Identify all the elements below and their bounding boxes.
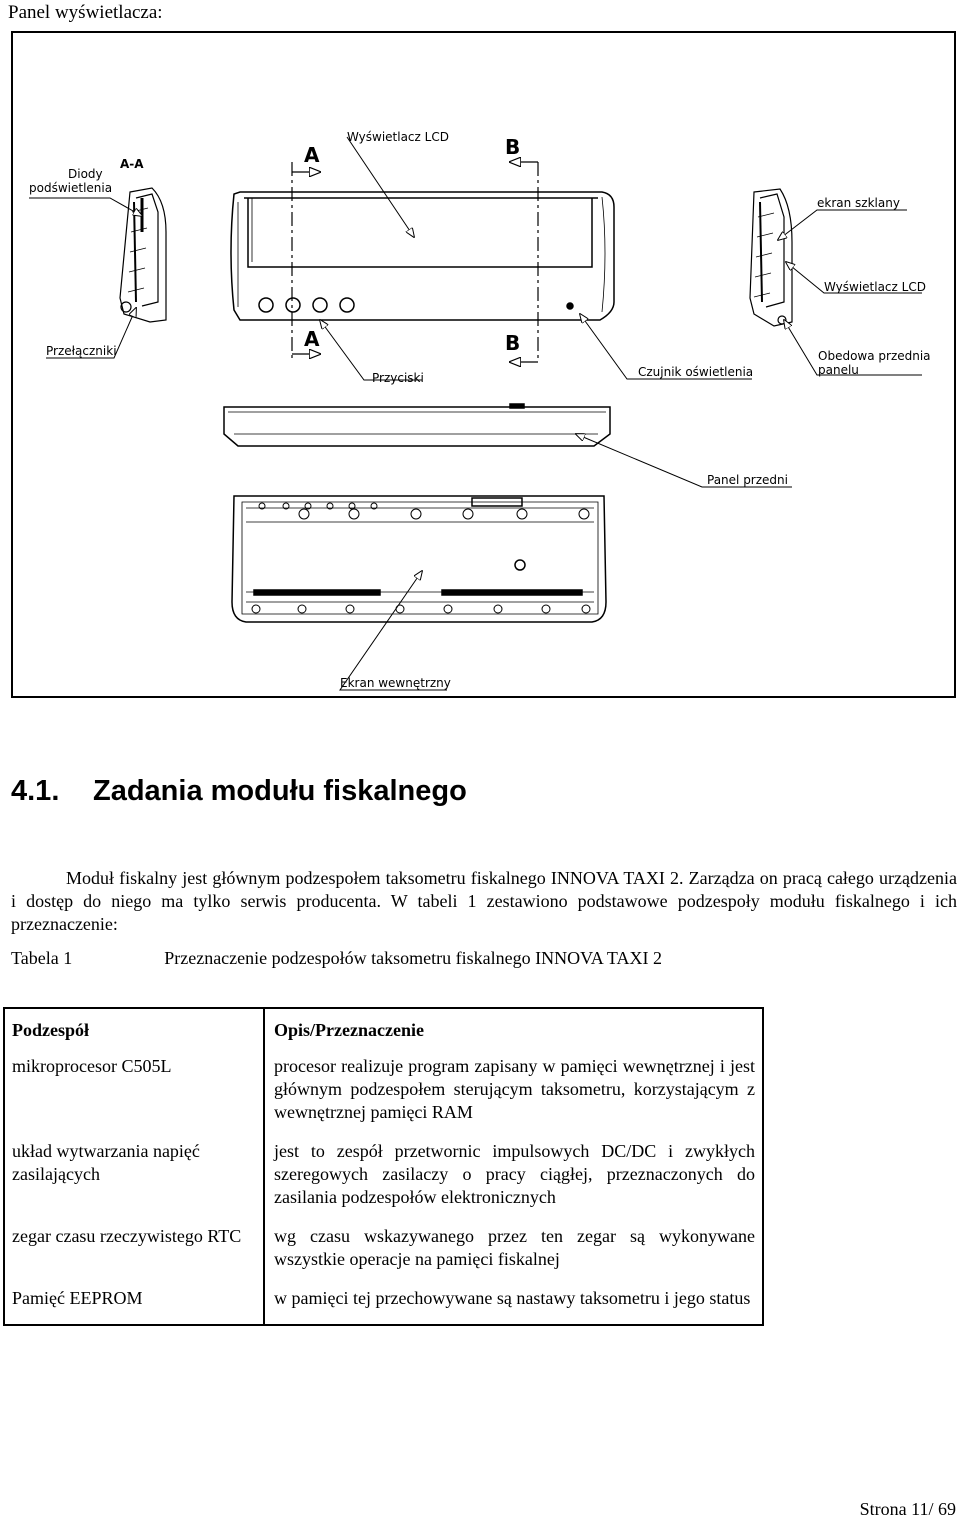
ekran-szklany-label: ekran szklany [817, 196, 900, 210]
side-view [224, 404, 610, 446]
cell-component: zegar czasu rzeczywistego RTC [4, 1223, 264, 1285]
ekran-wewnetrzny-label: Ekran wewnętrzny [340, 676, 451, 690]
section-title: Zadania modułu fiskalnego [93, 775, 467, 807]
section-b-top-label: B [505, 135, 521, 159]
cell-description: wg czasu wskazywanego przez ten zegar są wykonywane wszystkie operacje na pamięci fiskalnej [274, 1226, 755, 1269]
paragraph-text: Moduł fiskalny jest głównym podzespołem taksometru fiskalnego INNOVA TAXI 2. Zarządza on pracą całego urządzenia i dostęp do niego ma tylko serwis producenta. W tabeli 1 zestawiono podstawowe podzespoły modułu fiskalnego i ich przeznaczenie: [11, 868, 957, 934]
aa-label: A-A [120, 157, 144, 171]
section-number: 4.1. [11, 775, 60, 807]
section-a-a [120, 188, 166, 322]
technical-drawing-frame [11, 31, 956, 698]
podswietlenia-label: podświetlenia [29, 181, 113, 195]
table-caption-label: Tabela 1 [11, 948, 73, 968]
section-b-bottom-label: B [505, 331, 521, 355]
section-a-top-label: A [304, 143, 320, 167]
section-a-bottom-label: A [304, 327, 320, 351]
page-number: Strona 11/ 69 [859, 1499, 956, 1519]
lcd-top-label: Wyświetlacz LCD [347, 130, 449, 144]
cell-description: procesor realizuje program zapisany w pamięci wewnętrznej i jest głównym podzespołem sterującym taksometru, korzystającym z wewnętrznej pamięci RAM [274, 1056, 755, 1122]
table-caption-text: Przeznaczenie podzespołów taksometru fiskalnego INNOVA TAXI 2 [164, 948, 662, 968]
intro-paragraph [11, 867, 957, 936]
right-section [750, 189, 792, 326]
cell-component: mikroprocesor C505L [4, 1053, 264, 1138]
table-row [4, 1223, 763, 1285]
technical-drawing [13, 33, 954, 696]
leader-lines [29, 137, 922, 690]
cell-component: układ wytwarzania napięć zasilających [4, 1138, 264, 1223]
table-caption [11, 947, 662, 970]
obudowa-label: Obedowa przednia [818, 349, 931, 363]
lcd-right-label: Wyświetlacz LCD [824, 280, 926, 294]
cell-description: jest to zespół przetwornic impulsowych DC/DC i zwykłych szeregowych zasilaczy o pracy ciągłej, przeznaczonych do zasilania podzespołów elektronicznych [274, 1141, 755, 1207]
table-header-row [4, 1008, 763, 1053]
components-table [3, 1007, 764, 1326]
table-row [4, 1285, 763, 1325]
front-view [231, 192, 614, 320]
cell-component: Pamięć EEPROM [4, 1285, 264, 1325]
inner-view [232, 496, 606, 622]
panelu-label: panelu [818, 363, 859, 377]
section-heading [11, 775, 467, 808]
przyciski-label: Przyciski [372, 371, 424, 385]
header-opis: Opis/Przeznaczenie [274, 1020, 424, 1040]
cell-description: w pamięci tej przechowywane są nastawy taksometru i jego status [274, 1288, 751, 1308]
table-row [4, 1138, 763, 1223]
przelaczniki-label: Przełączniki [46, 344, 117, 358]
diody-label: Diody [68, 167, 103, 181]
table-row [4, 1053, 763, 1138]
header-podzespol: Podzespół [4, 1008, 264, 1053]
panel-przedni-label: Panel przedni [707, 473, 788, 487]
page-caption: Panel wyświetlacza: [8, 2, 163, 23]
czujnik-label: Czujnik oświetlenia [638, 365, 754, 379]
